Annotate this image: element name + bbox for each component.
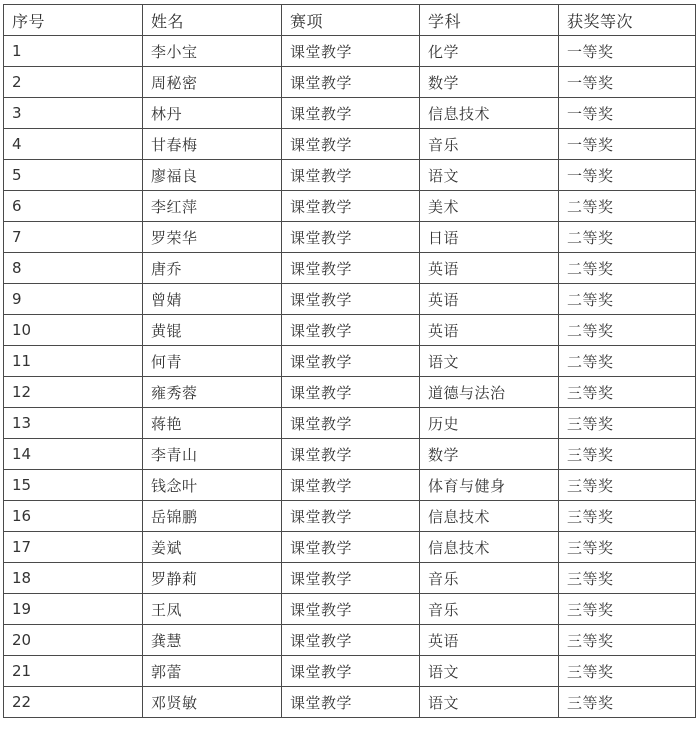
table-row bbox=[4, 594, 696, 625]
cell-index: 1 bbox=[4, 36, 143, 67]
header-subject: 学科 bbox=[420, 5, 559, 36]
cell-index: 10 bbox=[4, 315, 143, 346]
cell-event: 课堂教学 bbox=[282, 594, 420, 625]
cell-event: 课堂教学 bbox=[282, 501, 420, 532]
table-row bbox=[4, 129, 696, 160]
cell-name: 何青 bbox=[143, 346, 282, 377]
cell-subject: 英语 bbox=[420, 284, 559, 315]
table-row bbox=[4, 656, 696, 687]
cell-index: 16 bbox=[4, 501, 143, 532]
cell-name: 罗荣华 bbox=[143, 222, 282, 253]
table-row bbox=[4, 439, 696, 470]
table-row bbox=[4, 377, 696, 408]
cell-event: 课堂教学 bbox=[282, 67, 420, 98]
cell-subject: 历史 bbox=[420, 408, 559, 439]
cell-name: 蒋艳 bbox=[143, 408, 282, 439]
cell-award-level: 二等奖 bbox=[559, 284, 696, 315]
cell-index: 21 bbox=[4, 656, 143, 687]
cell-award-level: 三等奖 bbox=[559, 408, 696, 439]
cell-name: 黄锟 bbox=[143, 315, 282, 346]
cell-subject: 信息技术 bbox=[420, 98, 559, 129]
cell-event: 课堂教学 bbox=[282, 346, 420, 377]
table-row bbox=[4, 222, 696, 253]
table-row bbox=[4, 253, 696, 284]
cell-subject: 体育与健身 bbox=[420, 470, 559, 501]
cell-award-level: 三等奖 bbox=[559, 625, 696, 656]
cell-index: 7 bbox=[4, 222, 143, 253]
cell-event: 课堂教学 bbox=[282, 160, 420, 191]
cell-award-level: 二等奖 bbox=[559, 346, 696, 377]
cell-event: 课堂教学 bbox=[282, 284, 420, 315]
table-row bbox=[4, 625, 696, 656]
cell-subject: 英语 bbox=[420, 625, 559, 656]
cell-subject: 语文 bbox=[420, 687, 559, 718]
cell-name: 甘春梅 bbox=[143, 129, 282, 160]
cell-event: 课堂教学 bbox=[282, 222, 420, 253]
cell-subject: 美术 bbox=[420, 191, 559, 222]
header-row bbox=[4, 5, 696, 36]
cell-subject: 英语 bbox=[420, 315, 559, 346]
header-name: 姓名 bbox=[143, 5, 282, 36]
cell-award-level: 二等奖 bbox=[559, 191, 696, 222]
cell-award-level: 三等奖 bbox=[559, 656, 696, 687]
cell-award-level: 三等奖 bbox=[559, 594, 696, 625]
cell-award-level: 三等奖 bbox=[559, 687, 696, 718]
cell-award-level: 一等奖 bbox=[559, 129, 696, 160]
cell-index: 14 bbox=[4, 439, 143, 470]
table-body bbox=[4, 36, 696, 718]
cell-subject: 语文 bbox=[420, 656, 559, 687]
cell-name: 唐乔 bbox=[143, 253, 282, 284]
cell-index: 9 bbox=[4, 284, 143, 315]
cell-award-level: 一等奖 bbox=[559, 98, 696, 129]
cell-subject: 日语 bbox=[420, 222, 559, 253]
table-row bbox=[4, 563, 696, 594]
table-row bbox=[4, 470, 696, 501]
cell-event: 课堂教学 bbox=[282, 563, 420, 594]
table-row bbox=[4, 315, 696, 346]
cell-subject: 信息技术 bbox=[420, 532, 559, 563]
cell-index: 4 bbox=[4, 129, 143, 160]
cell-award-level: 二等奖 bbox=[559, 315, 696, 346]
cell-event: 课堂教学 bbox=[282, 129, 420, 160]
header-event: 赛项 bbox=[282, 5, 420, 36]
table-row bbox=[4, 67, 696, 98]
cell-subject: 化学 bbox=[420, 36, 559, 67]
cell-name: 邓贤敏 bbox=[143, 687, 282, 718]
cell-name: 林丹 bbox=[143, 98, 282, 129]
cell-award-level: 三等奖 bbox=[559, 532, 696, 563]
cell-award-level: 一等奖 bbox=[559, 67, 696, 98]
cell-name: 周秘密 bbox=[143, 67, 282, 98]
table-row bbox=[4, 687, 696, 718]
table-row bbox=[4, 36, 696, 67]
cell-subject: 音乐 bbox=[420, 594, 559, 625]
cell-name: 李红萍 bbox=[143, 191, 282, 222]
cell-index: 22 bbox=[4, 687, 143, 718]
cell-index: 8 bbox=[4, 253, 143, 284]
cell-subject: 数学 bbox=[420, 439, 559, 470]
cell-award-level: 三等奖 bbox=[559, 377, 696, 408]
cell-index: 2 bbox=[4, 67, 143, 98]
cell-award-level: 三等奖 bbox=[559, 439, 696, 470]
cell-index: 3 bbox=[4, 98, 143, 129]
cell-event: 课堂教学 bbox=[282, 470, 420, 501]
cell-name: 钱念叶 bbox=[143, 470, 282, 501]
cell-name: 王凤 bbox=[143, 594, 282, 625]
cell-name: 龚慧 bbox=[143, 625, 282, 656]
cell-name: 郭蕾 bbox=[143, 656, 282, 687]
cell-event: 课堂教学 bbox=[282, 377, 420, 408]
cell-award-level: 三等奖 bbox=[559, 563, 696, 594]
table-row bbox=[4, 160, 696, 191]
cell-index: 17 bbox=[4, 532, 143, 563]
cell-name: 李小宝 bbox=[143, 36, 282, 67]
cell-index: 6 bbox=[4, 191, 143, 222]
cell-event: 课堂教学 bbox=[282, 439, 420, 470]
cell-subject: 数学 bbox=[420, 67, 559, 98]
cell-name: 廖福良 bbox=[143, 160, 282, 191]
cell-event: 课堂教学 bbox=[282, 98, 420, 129]
cell-event: 课堂教学 bbox=[282, 408, 420, 439]
cell-index: 15 bbox=[4, 470, 143, 501]
table-row bbox=[4, 532, 696, 563]
cell-event: 课堂教学 bbox=[282, 687, 420, 718]
awards-table bbox=[3, 4, 696, 718]
cell-subject: 语文 bbox=[420, 160, 559, 191]
cell-name: 李青山 bbox=[143, 439, 282, 470]
cell-award-level: 二等奖 bbox=[559, 253, 696, 284]
cell-index: 12 bbox=[4, 377, 143, 408]
cell-subject: 音乐 bbox=[420, 129, 559, 160]
cell-event: 课堂教学 bbox=[282, 532, 420, 563]
cell-award-level: 一等奖 bbox=[559, 160, 696, 191]
cell-event: 课堂教学 bbox=[282, 253, 420, 284]
header-index: 序号 bbox=[4, 5, 143, 36]
cell-award-level: 三等奖 bbox=[559, 470, 696, 501]
cell-event: 课堂教学 bbox=[282, 191, 420, 222]
cell-index: 20 bbox=[4, 625, 143, 656]
cell-index: 11 bbox=[4, 346, 143, 377]
cell-award-level: 三等奖 bbox=[559, 501, 696, 532]
cell-index: 5 bbox=[4, 160, 143, 191]
cell-event: 课堂教学 bbox=[282, 656, 420, 687]
cell-event: 课堂教学 bbox=[282, 36, 420, 67]
cell-event: 课堂教学 bbox=[282, 315, 420, 346]
table-row bbox=[4, 346, 696, 377]
table-row bbox=[4, 408, 696, 439]
cell-index: 18 bbox=[4, 563, 143, 594]
cell-award-level: 一等奖 bbox=[559, 36, 696, 67]
cell-name: 姜斌 bbox=[143, 532, 282, 563]
cell-award-level: 二等奖 bbox=[559, 222, 696, 253]
cell-subject: 信息技术 bbox=[420, 501, 559, 532]
cell-name: 罗静莉 bbox=[143, 563, 282, 594]
cell-subject: 音乐 bbox=[420, 563, 559, 594]
cell-subject: 道德与法治 bbox=[420, 377, 559, 408]
cell-index: 13 bbox=[4, 408, 143, 439]
table-row bbox=[4, 191, 696, 222]
table-row bbox=[4, 98, 696, 129]
header-award-level: 获奖等次 bbox=[559, 5, 696, 36]
cell-subject: 语文 bbox=[420, 346, 559, 377]
cell-event: 课堂教学 bbox=[282, 625, 420, 656]
table-row bbox=[4, 501, 696, 532]
cell-name: 雍秀蓉 bbox=[143, 377, 282, 408]
cell-name: 岳锦鹏 bbox=[143, 501, 282, 532]
cell-name: 曾婧 bbox=[143, 284, 282, 315]
table-row bbox=[4, 284, 696, 315]
cell-index: 19 bbox=[4, 594, 143, 625]
cell-subject: 英语 bbox=[420, 253, 559, 284]
